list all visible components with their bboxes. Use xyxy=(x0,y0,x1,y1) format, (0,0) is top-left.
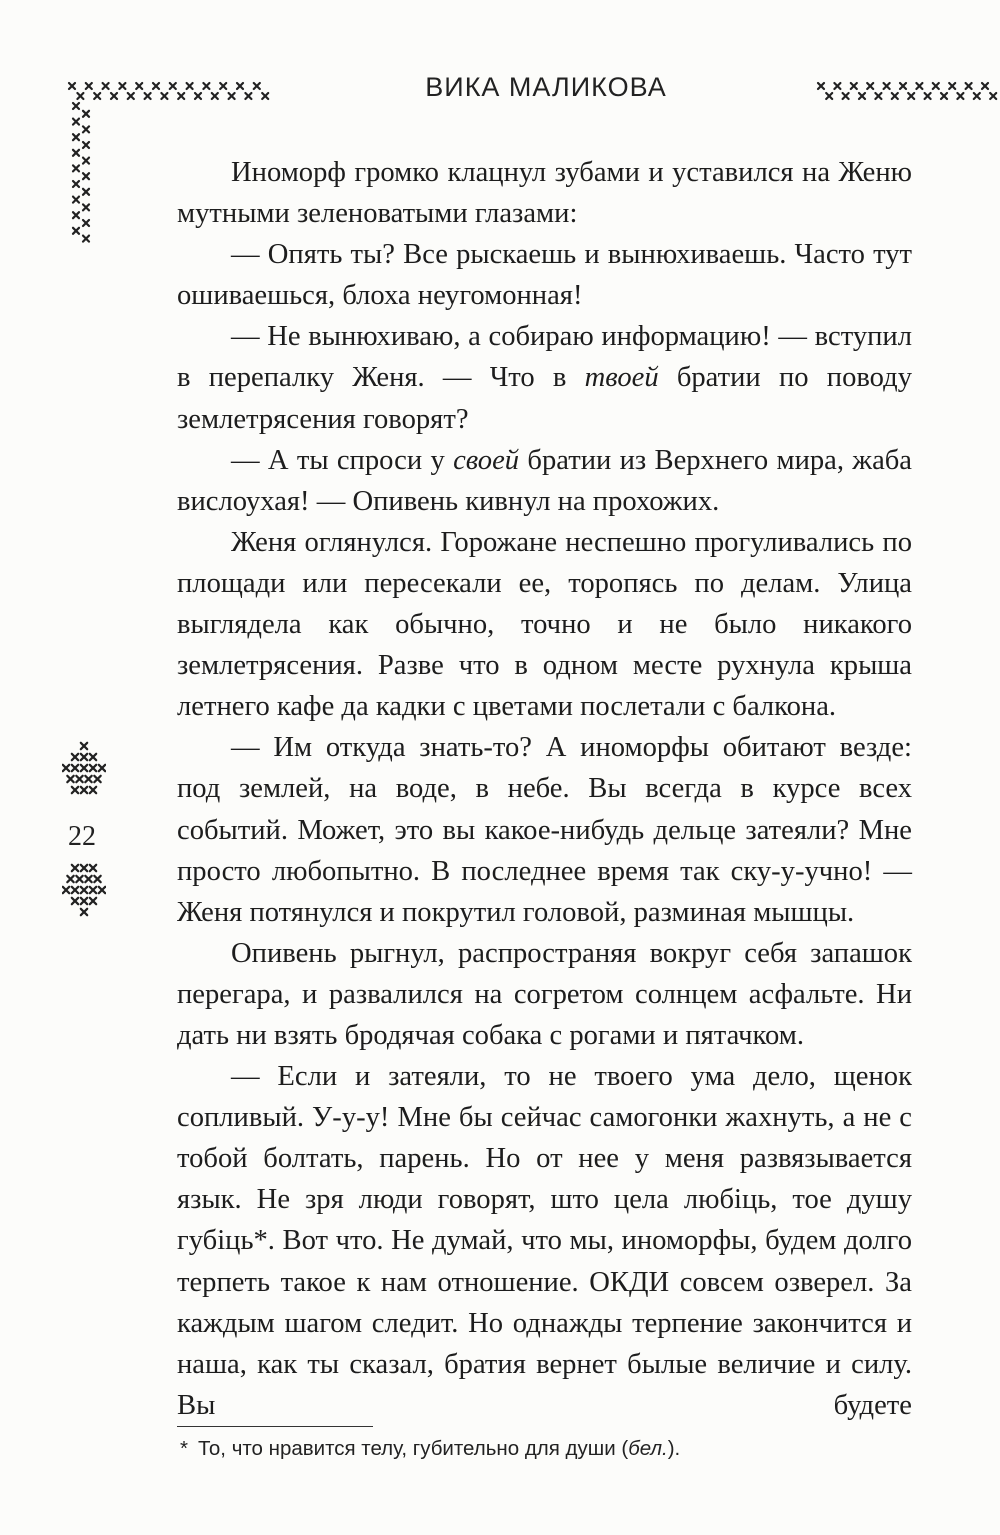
folio-ornament-top xyxy=(62,740,106,804)
text-run: Женя оглянулся. Горожане неспешно прогуливались по площади или пересекали ее, торопясь по делам. Улица выглядела как обычно, точно и не было никакого землетрясения. Разве что в одном месте рухнула крыша летнего кафе да кадки с цветами послетали с балкона. xyxy=(177,526,912,723)
emphasis: своей xyxy=(453,444,520,476)
paragraph xyxy=(177,440,912,522)
emphasis: твоей xyxy=(584,362,659,394)
text-run: Иноморф громко клацнул зубами и уставился на Женю мутными зеленоватыми глазами: xyxy=(177,157,912,230)
header-ornament-right xyxy=(815,76,1000,106)
footnote-language: бел. xyxy=(628,1437,668,1460)
text-run: — А ты спроси у xyxy=(231,444,454,476)
footnote-text: То, что нравится телу, губительно для души ( xyxy=(197,1437,629,1460)
text-run: — Опять ты? Все рыскаешь и вынюхиваешь. Часто тут ошиваешься, блоха неугомонная! xyxy=(177,239,912,312)
paragraph xyxy=(177,234,912,316)
footnote xyxy=(180,1437,900,1461)
paragraph xyxy=(177,522,912,727)
author-name: ВИКА МАЛИКОВА xyxy=(425,72,667,102)
text-run: — Не вынюхиваю, а собираю информацию! — вступил в перепалку Женя. — Что в xyxy=(177,321,912,394)
text-run: — Если и затеяли, то не твоего ума дело, щенок сопливый. У-у-у! Мне бы сейчас самогонки жахнуть, а не с тобой болтать, парень. Но от нее у меня развязывается язык. Не зря люди говорят, што цела любіць, тое душу губіць*. Вот что. Не думай, что мы, иноморфы, будем долго терпеть такое к нам отношение. ОКДИ совсем озверел. За каждым шагом следит. Но однажды терпение закончится и наша, как ты сказал, братия вернет былые величие и силу. Вы будете xyxy=(177,1061,912,1421)
footnote-close: ). xyxy=(667,1437,681,1460)
folio-ornament-bottom xyxy=(62,862,106,926)
page-number: 22 xyxy=(68,821,96,852)
paragraph xyxy=(177,1056,912,1426)
body-text xyxy=(177,152,912,1426)
text-run: братии по поводу землетрясения говорят? xyxy=(177,362,912,435)
paragraph xyxy=(177,316,912,439)
paragraph xyxy=(177,727,912,932)
text-run: братии из Верхнего мира, жаба вислоухая! — Опивень кивнул на прохожих. xyxy=(177,444,912,517)
text-run: — Им откуда знать-то? А иноморфы обитают везде: под землей, на воде, в небе. Вы всегда в курсе всех событий. Может, это вы какое-нибудь дельце затеяли? Мне просто любопытно. В последнее время так ску-у-учно! — Женя потянулся и покрутил головой, разминая мышцы. xyxy=(177,732,912,928)
footnote-mark: * xyxy=(180,1437,188,1460)
text-run: Опивень рыгнул, распространяя вокруг себя запашок перегара, и развалился на согретом солнцем асфальте. Ни дать ни взять бродячая собака с рогами и пятачком. xyxy=(177,937,912,1051)
footnote-divider xyxy=(177,1426,373,1427)
paragraph xyxy=(177,152,912,234)
paragraph xyxy=(177,933,912,1056)
